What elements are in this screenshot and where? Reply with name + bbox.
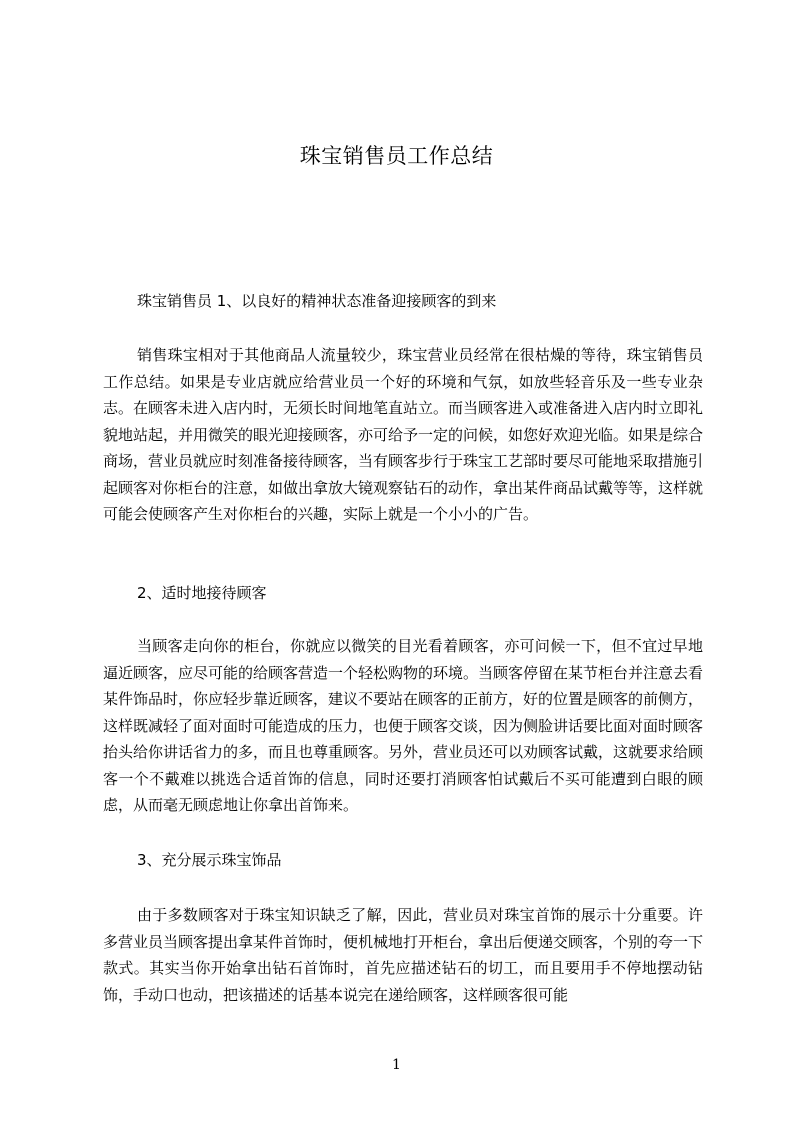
section-heading-2: 2、适时地接待顾客 <box>137 584 267 602</box>
section-heading-3: 3、充分展示珠宝饰品 <box>137 851 282 869</box>
page-number: 1 <box>392 1057 401 1073</box>
section-body-2: 当顾客走向你的柜台，你就应以微笑的目光看着顾客，亦可问候一下，但不宜过早地逼近顾客，应尽可能的给顾客营造一个轻松购物的环境。当顾客停留在某节柜台并注意去看某件饰品时，你应轻步靠近顾客，建议不要站在顾客的正前方，好的位置是顾客的前侧方，这样既减轻了面对面时可能造成的压力，也便于顾客交谈，因为侧脸讲话要比面对面时顾客抬头给你讲话省力的多，而且也尊重顾客。另外，营业员还可以劝顾客试戴，这就要求给顾客一个不戴难以挑选合适首饰的信息，同时还要打消顾客怕试戴后不买可能遭到白眼的顾虑，从而毫无顾虑地让你拿出首饰来。 <box>103 637 704 814</box>
document-title: 珠宝销售员工作总结 <box>299 144 494 168</box>
section-heading-1: 珠宝销售员 1、以良好的精神状态准备迎接顾客的到来 <box>137 292 497 310</box>
section-body-3: 由于多数顾客对于珠宝知识缺乏了解，因此，营业员对珠宝首饰的展示十分重要。许多营业员当顾客提出拿某件首饰时，便机械地打开柜台，拿出后便递交顾客，个别的夸一下款式。其实当你开始拿出钻石首饰时，首先应描述钻石的切工，而且要用手不停地摆动钻饰，手动口也动，把该描述的话基本说完在递给顾客，这样顾客很可能 <box>103 906 704 1004</box>
section-body-1: 销售珠宝相对于其他商品人流量较少，珠宝营业员经常在很枯燥的等待，珠宝销售员工作总结。如果是专业店就应给营业员一个好的环境和气氛，如放些轻音乐及一些专业杂志。在顾客未进入店内时，无须长时间地笔直站立。而当顾客进入或准备进入店内时立即礼貌地站起，并用微笑的眼光迎接顾客，亦可给予一定的问候，如您好欢迎光临。如果是综合商场，营业员就应时刻准备接待顾客，当有顾客步行于珠宝工艺部时要尽可能地采取措施引起顾客对你柜台的注意，如做出拿放大镜观察钻石的动作，拿出某件商品试戴等等，这样就可能会使顾客产生对你柜台的兴趣，实际上就是一个小小的广告。 <box>103 346 704 523</box>
